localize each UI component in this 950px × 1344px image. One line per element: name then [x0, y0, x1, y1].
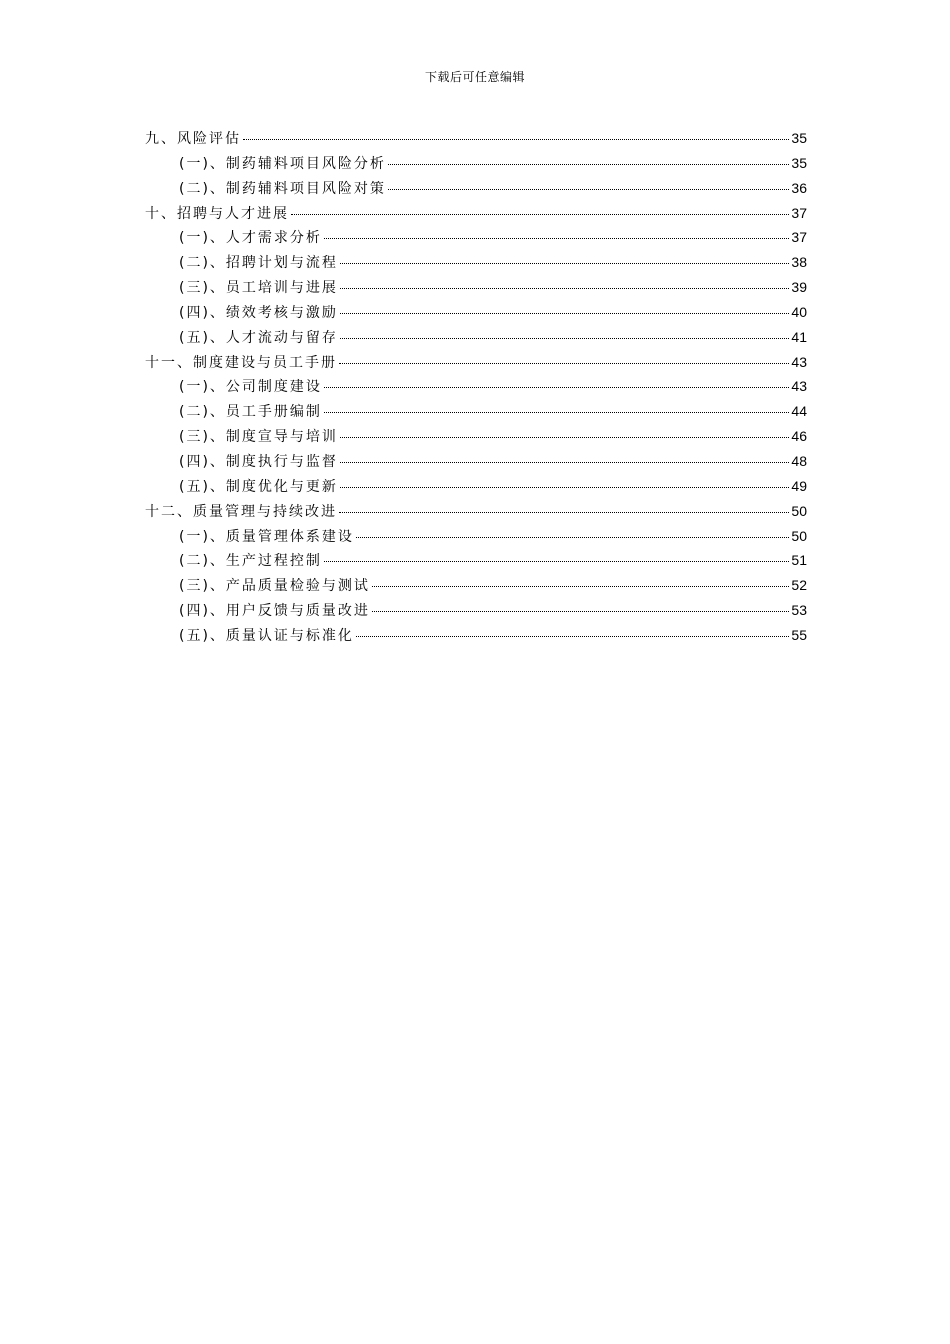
toc-dot-leader: [372, 611, 789, 612]
toc-entry-title: (三)、产品质量检验与测试: [179, 578, 370, 595]
toc-dot-leader: [339, 512, 789, 513]
toc-page-number: 48: [791, 452, 807, 469]
toc-dot-leader: [324, 561, 789, 562]
toc-entry-title: (五)、人才流动与留存: [179, 329, 338, 346]
toc-page-number: 49: [791, 477, 807, 494]
toc-dot-leader: [356, 636, 789, 637]
toc-page-number: 41: [791, 328, 807, 345]
toc-chapter-entry[interactable]: [145, 500, 807, 525]
toc-entry-title: (三)、制度宣导与培训: [179, 429, 338, 446]
toc-entry-title: (二)、制药辅料项目风险对策: [179, 180, 386, 197]
toc-section-entry[interactable]: [145, 276, 807, 301]
toc-entry-title: 十二、质量管理与持续改进: [145, 503, 337, 520]
toc-section-entry[interactable]: [145, 226, 807, 251]
toc-page-number: 36: [791, 179, 807, 196]
toc-dot-leader: [340, 288, 789, 289]
toc-page-number: 39: [791, 279, 807, 296]
toc-entry-title: (四)、制度执行与监督: [179, 453, 338, 470]
toc-dot-leader: [243, 139, 789, 140]
toc-dot-leader: [340, 487, 789, 488]
toc-dot-leader: [324, 387, 789, 388]
toc-chapter-entry[interactable]: [145, 351, 807, 376]
toc-page-number: 43: [791, 378, 807, 395]
toc-entry-title: (一)、公司制度建设: [179, 379, 322, 396]
toc-section-entry[interactable]: [145, 375, 807, 400]
toc-page-number: 37: [791, 229, 807, 246]
toc-page-number: 51: [791, 552, 807, 569]
toc-section-entry[interactable]: [145, 400, 807, 425]
toc-entry-title: (一)、质量管理体系建设: [179, 528, 354, 545]
toc-page-number: 35: [791, 130, 807, 146]
toc-page-number: 44: [791, 403, 807, 420]
toc-page-number: 37: [791, 204, 807, 221]
toc-section-entry[interactable]: [145, 152, 807, 177]
toc-page-number: 35: [791, 154, 807, 171]
toc-section-entry[interactable]: [145, 326, 807, 351]
toc-section-entry[interactable]: [145, 525, 807, 550]
toc-entry-title: (二)、员工手册编制: [179, 404, 322, 421]
toc-dot-leader: [340, 338, 789, 339]
toc-page-number: 52: [791, 577, 807, 594]
toc-dot-leader: [339, 363, 789, 364]
toc-dot-leader: [340, 313, 789, 314]
toc-dot-leader: [324, 412, 789, 413]
toc-dot-leader: [340, 462, 789, 463]
toc-chapter-entry[interactable]: [145, 127, 807, 152]
toc-entry-title: (一)、人才需求分析: [179, 230, 322, 247]
toc-section-entry[interactable]: [145, 301, 807, 326]
toc-dot-leader: [324, 238, 789, 239]
toc-page-number: 50: [791, 527, 807, 544]
toc-page-number: 46: [791, 428, 807, 445]
page-header: 下载后可任意编辑: [424, 70, 525, 84]
toc-entry-title: 九、风险评估: [145, 131, 241, 147]
toc-entry-title: (五)、制度优化与更新: [179, 478, 338, 495]
toc-entry-title: 十、招聘与人才进展: [145, 205, 289, 222]
toc-section-entry[interactable]: [145, 624, 807, 649]
toc-page-number: 38: [791, 254, 807, 271]
toc-entry-title: (五)、质量认证与标准化: [179, 627, 354, 644]
toc-dot-leader: [340, 263, 789, 264]
toc-dot-leader: [388, 164, 789, 165]
toc-page-number: 43: [791, 353, 807, 370]
toc-section-entry[interactable]: [145, 425, 807, 450]
toc-entry-title: (四)、用户反馈与质量改进: [179, 603, 370, 620]
toc-section-entry[interactable]: [145, 251, 807, 276]
toc-chapter-entry[interactable]: [145, 202, 807, 227]
toc-section-entry[interactable]: [145, 599, 807, 624]
toc-section-entry[interactable]: [145, 574, 807, 599]
toc-section-entry[interactable]: [145, 549, 807, 574]
toc-page-number: 53: [791, 602, 807, 619]
toc-page-number: 50: [791, 502, 807, 519]
toc-page-number: 55: [791, 626, 807, 643]
toc-entry-title: (二)、招聘计划与流程: [179, 255, 338, 272]
toc-dot-leader: [340, 437, 789, 438]
toc-dot-leader: [291, 214, 789, 215]
toc-entry-title: (三)、员工培训与进展: [179, 280, 338, 297]
toc-page-number: 40: [791, 303, 807, 320]
toc-entry-title: 十一、制度建设与员工手册: [145, 354, 337, 371]
toc-section-entry[interactable]: [145, 177, 807, 202]
toc-dot-leader: [356, 537, 789, 538]
toc-section-entry[interactable]: [145, 475, 807, 500]
toc-entry-title: (二)、生产过程控制: [179, 553, 322, 570]
toc-dot-leader: [372, 586, 789, 587]
toc-entry-title: (四)、绩效考核与激励: [179, 304, 338, 321]
toc-dot-leader: [388, 189, 789, 190]
toc-entry-title: (一)、制药辅料项目风险分析: [179, 155, 386, 172]
toc-section-entry[interactable]: [145, 450, 807, 475]
table-of-contents: [145, 127, 807, 649]
